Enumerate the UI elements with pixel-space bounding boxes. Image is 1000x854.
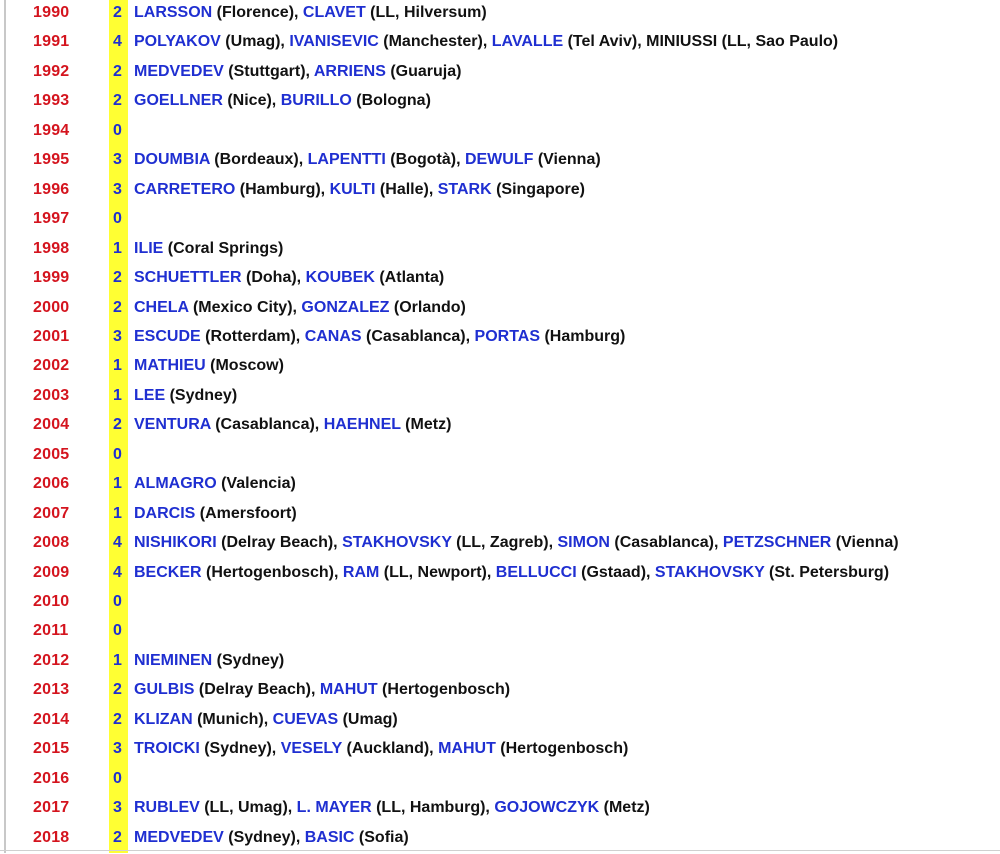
table-row xyxy=(0,265,1000,294)
tournament-info: (Sydney), xyxy=(223,828,305,846)
tournament-info: (Hamburg) xyxy=(540,327,626,345)
entries-cell xyxy=(134,829,409,847)
count-cell: 1 xyxy=(113,386,122,404)
player-name: ILIE xyxy=(134,239,164,257)
count-cell: 3 xyxy=(113,151,122,169)
tournament-info: (Doha), xyxy=(241,269,306,287)
year-cell: 2007 xyxy=(33,504,70,522)
entries-cell xyxy=(134,299,466,317)
count-cell: 3 xyxy=(113,327,122,345)
tournament-info: (Hertogenbosch) xyxy=(495,740,629,758)
player-name: PORTAS xyxy=(474,327,540,345)
tournament-info: (Atlanta) xyxy=(374,269,445,287)
table-row xyxy=(0,471,1000,500)
entries-cell xyxy=(134,4,487,22)
player-name: BECKER xyxy=(134,563,202,581)
tournament-info: (Vienna) xyxy=(533,151,601,169)
entries-cell xyxy=(134,681,510,699)
entries-cell xyxy=(134,328,625,346)
tournament-info: (LL, Newport), xyxy=(379,563,496,581)
table-row xyxy=(0,0,1000,29)
tournament-info: (Metz) xyxy=(400,416,452,434)
entries-cell xyxy=(134,151,601,169)
entries-cell xyxy=(134,799,650,817)
entries-cell xyxy=(134,181,585,199)
count-cell: 4 xyxy=(113,534,122,552)
tournament-info: (Metz) xyxy=(599,799,650,817)
tournament-info: (Delray Beach), xyxy=(194,681,320,699)
count-cell: 1 xyxy=(113,357,122,375)
player-name: LEE xyxy=(134,386,166,404)
count-cell: 1 xyxy=(113,475,122,493)
tournament-info: (LL, Umag), xyxy=(199,799,297,817)
tournament-info: (Bologna) xyxy=(351,92,431,110)
tournament-info: (Tel Aviv), MINIUSSI (LL, Sao Paulo) xyxy=(563,33,839,51)
table-row xyxy=(0,295,1000,324)
player-name: LAPENTTI xyxy=(307,151,386,169)
year-cell: 1994 xyxy=(33,121,70,139)
year-cell: 2005 xyxy=(33,445,70,463)
player-name: IVANISEVIC xyxy=(289,33,379,51)
table-row xyxy=(0,442,1000,471)
table-row xyxy=(0,324,1000,353)
table-row xyxy=(0,677,1000,706)
year-cell: 1993 xyxy=(33,92,70,110)
year-cell: 2018 xyxy=(33,828,70,846)
tournament-info: (Amersfoort) xyxy=(195,504,297,522)
tournament-info: (Casablanca), xyxy=(361,327,475,345)
player-name: CANAS xyxy=(304,327,362,345)
tournament-info: (Coral Springs) xyxy=(163,239,284,257)
tournament-info: (Hertogenbosch), xyxy=(201,563,343,581)
count-cell: 3 xyxy=(113,799,122,817)
tournament-info: (Guaruja) xyxy=(385,62,462,80)
player-name: ALMAGRO xyxy=(134,475,217,493)
tournament-info: (Hertogenbosch) xyxy=(377,681,511,699)
player-name: CLAVET xyxy=(302,4,366,21)
tournament-info: (Nice), xyxy=(222,92,281,110)
player-name: ESCUDE xyxy=(134,327,201,345)
bottom-border-line xyxy=(0,850,1000,851)
player-name: DEWULF xyxy=(464,151,534,169)
tournament-info: (Halle), xyxy=(375,180,438,198)
year-cell: 2000 xyxy=(33,298,70,316)
year-cell: 2001 xyxy=(33,327,70,345)
year-cell: 2016 xyxy=(33,769,70,787)
player-name: SCHUETTLER xyxy=(134,269,242,287)
year-cell: 1998 xyxy=(33,239,70,257)
player-name: DARCIS xyxy=(134,504,196,522)
count-cell: 0 xyxy=(113,769,122,787)
year-cell: 1995 xyxy=(33,151,70,169)
tournament-info: (Casablanca), xyxy=(210,416,324,434)
tournament-info: (St. Petersburg) xyxy=(764,563,890,581)
year-cell: 2004 xyxy=(33,416,70,434)
year-cell: 1992 xyxy=(33,62,70,80)
year-cell: 2014 xyxy=(33,710,70,728)
tournament-info: (Umag), xyxy=(220,33,290,51)
year-cell: 2015 xyxy=(33,740,70,758)
entries-cell xyxy=(134,475,296,493)
count-cell: 2 xyxy=(113,269,122,287)
table-row xyxy=(0,707,1000,736)
table-row xyxy=(0,589,1000,618)
player-name: STAKHOVSKY xyxy=(342,534,452,552)
player-name: MEDVEDEV xyxy=(134,62,224,80)
tournament-info: (Hamburg), xyxy=(235,180,330,198)
year-cell: 2009 xyxy=(33,563,70,581)
table-row xyxy=(0,412,1000,441)
count-cell: 2 xyxy=(113,4,122,21)
player-name: GOELLNER xyxy=(134,92,223,110)
player-name: TROICKI xyxy=(134,740,200,758)
year-cell: 1999 xyxy=(33,269,70,287)
table-row xyxy=(0,29,1000,58)
player-name: VENTURA xyxy=(134,416,211,434)
player-name: MAHUT xyxy=(319,681,378,699)
table-row xyxy=(0,530,1000,559)
player-name: BURILLO xyxy=(280,92,352,110)
entries-cell xyxy=(134,387,237,405)
count-cell: 0 xyxy=(113,593,122,610)
table-row xyxy=(0,88,1000,117)
count-cell: 0 xyxy=(113,445,122,463)
player-name: CARRETERO xyxy=(134,180,236,198)
count-cell: 2 xyxy=(113,298,122,316)
table-row xyxy=(0,383,1000,412)
year-cell: 2010 xyxy=(33,593,70,610)
entries-cell xyxy=(134,92,431,110)
entries-cell xyxy=(134,33,838,51)
tournament-info: (Casablanca), xyxy=(609,534,723,552)
entries-cell xyxy=(134,505,297,523)
tournament-info: (Mexico City), xyxy=(188,298,302,316)
player-name: CHELA xyxy=(134,298,189,316)
count-cell: 2 xyxy=(113,681,122,699)
year-cell: 1991 xyxy=(33,33,70,51)
player-name: VESELY xyxy=(280,740,343,758)
year-cell: 2012 xyxy=(33,651,70,669)
entries-cell xyxy=(134,416,451,434)
entries-cell xyxy=(134,240,283,258)
year-cell: 1996 xyxy=(33,180,70,198)
count-cell: 0 xyxy=(113,210,122,228)
player-name: NIEMINEN xyxy=(134,651,213,669)
table-row xyxy=(0,353,1000,382)
year-cell: 1997 xyxy=(33,210,70,228)
player-name: SIMON xyxy=(557,534,610,552)
tournament-info: (Manchester), xyxy=(378,33,492,51)
year-cell: 2013 xyxy=(33,681,70,699)
player-name: PETZSCHNER xyxy=(722,534,832,552)
tournament-info: (Singapore) xyxy=(491,180,585,198)
player-name: GOJOWCZYK xyxy=(494,799,600,817)
table-row xyxy=(0,147,1000,176)
year-cell: 2008 xyxy=(33,534,70,552)
player-name: GULBIS xyxy=(134,681,195,699)
player-name: KOUBEK xyxy=(305,269,375,287)
player-name: KULTI xyxy=(329,180,376,198)
table-row xyxy=(0,648,1000,677)
tournament-info: (LL, Hilversum) xyxy=(365,4,487,21)
player-name: STARK xyxy=(437,180,492,198)
count-cell: 3 xyxy=(113,740,122,758)
entries-cell xyxy=(134,711,398,729)
entries-cell xyxy=(134,534,899,552)
count-cell: 1 xyxy=(113,651,122,669)
tournament-info: (Bordeaux), xyxy=(209,151,308,169)
tournament-info: (Gstaad), xyxy=(576,563,655,581)
entries-cell xyxy=(134,63,461,81)
count-cell: 1 xyxy=(113,239,122,257)
entries-cell xyxy=(134,357,284,375)
count-cell: 4 xyxy=(113,33,122,51)
tournament-info: (Florence), xyxy=(212,4,303,21)
tournament-info: (Sydney), xyxy=(199,740,281,758)
count-cell: 2 xyxy=(113,828,122,846)
player-name: MAHUT xyxy=(438,740,496,758)
count-cell: 4 xyxy=(113,563,122,581)
tournament-info: (Sofia) xyxy=(354,828,409,846)
tournament-info: (Rotterdam), xyxy=(200,327,305,345)
table-row xyxy=(0,177,1000,206)
year-cell: 2003 xyxy=(33,386,70,404)
year-cell: 2002 xyxy=(33,357,70,375)
table-row xyxy=(0,236,1000,265)
year-cell: 1990 xyxy=(33,4,70,21)
tournament-info: (Delray Beach), xyxy=(216,534,343,552)
player-name: GONZALEZ xyxy=(301,298,390,316)
table-row xyxy=(0,795,1000,824)
count-cell: 1 xyxy=(113,504,122,522)
count-cell: 0 xyxy=(113,622,122,640)
player-name: BELLUCCI xyxy=(495,563,577,581)
count-cell: 3 xyxy=(113,180,122,198)
table-row xyxy=(0,59,1000,88)
count-cell: 0 xyxy=(113,121,122,139)
count-cell: 2 xyxy=(113,92,122,110)
tournament-info: (Umag) xyxy=(338,710,398,728)
tournament-info: (Moscow) xyxy=(205,357,284,375)
count-cell: 2 xyxy=(113,416,122,434)
player-name: MATHIEU xyxy=(134,357,206,375)
table-row xyxy=(0,766,1000,795)
player-name: LAVALLE xyxy=(491,33,564,51)
table-row xyxy=(0,618,1000,647)
player-name: RUBLEV xyxy=(134,799,200,817)
tournament-info: (LL, Zagreb), xyxy=(451,534,558,552)
count-cell: 2 xyxy=(113,62,122,80)
player-name: KLIZAN xyxy=(134,710,193,728)
tournament-info: (Munich), xyxy=(192,710,273,728)
entries-cell xyxy=(134,740,628,758)
player-name: BASIC xyxy=(304,828,355,846)
player-name: POLYAKOV xyxy=(134,33,221,51)
table-row xyxy=(0,560,1000,589)
tournament-info: (Sydney) xyxy=(165,386,238,404)
player-name: RAM xyxy=(342,563,380,581)
table-row xyxy=(0,501,1000,530)
tournament-info: (Bogotà), xyxy=(385,151,465,169)
table-row xyxy=(0,206,1000,235)
year-cell: 2011 xyxy=(33,622,69,640)
tournament-info: (Orlando) xyxy=(389,298,466,316)
player-name: MEDVEDEV xyxy=(134,828,224,846)
player-name: STAKHOVSKY xyxy=(654,563,765,581)
year-cell: 2017 xyxy=(33,799,70,817)
player-name: ARRIENS xyxy=(313,62,386,80)
tournament-info: (Auckland), xyxy=(342,740,439,758)
tournament-info: (Valencia) xyxy=(216,475,296,493)
tournament-info: (LL, Hamburg), xyxy=(371,799,495,817)
count-cell: 2 xyxy=(113,710,122,728)
player-name: DOUMBIA xyxy=(134,151,210,169)
table-row xyxy=(0,118,1000,147)
tournament-info: (Stuttgart), xyxy=(223,62,314,80)
player-name: HAEHNEL xyxy=(323,416,401,434)
tournament-info: (Vienna) xyxy=(831,534,899,552)
player-name: L. MAYER xyxy=(296,799,372,817)
entries-cell xyxy=(134,269,444,287)
player-name: NISHIKORI xyxy=(134,534,217,552)
table-row xyxy=(0,736,1000,765)
entries-cell xyxy=(134,652,284,670)
entries-cell xyxy=(134,564,889,582)
year-cell: 2006 xyxy=(33,475,70,493)
tournament-info: (Sydney) xyxy=(212,651,285,669)
player-name: CUEVAS xyxy=(272,710,339,728)
player-name: LARSSON xyxy=(134,4,213,21)
